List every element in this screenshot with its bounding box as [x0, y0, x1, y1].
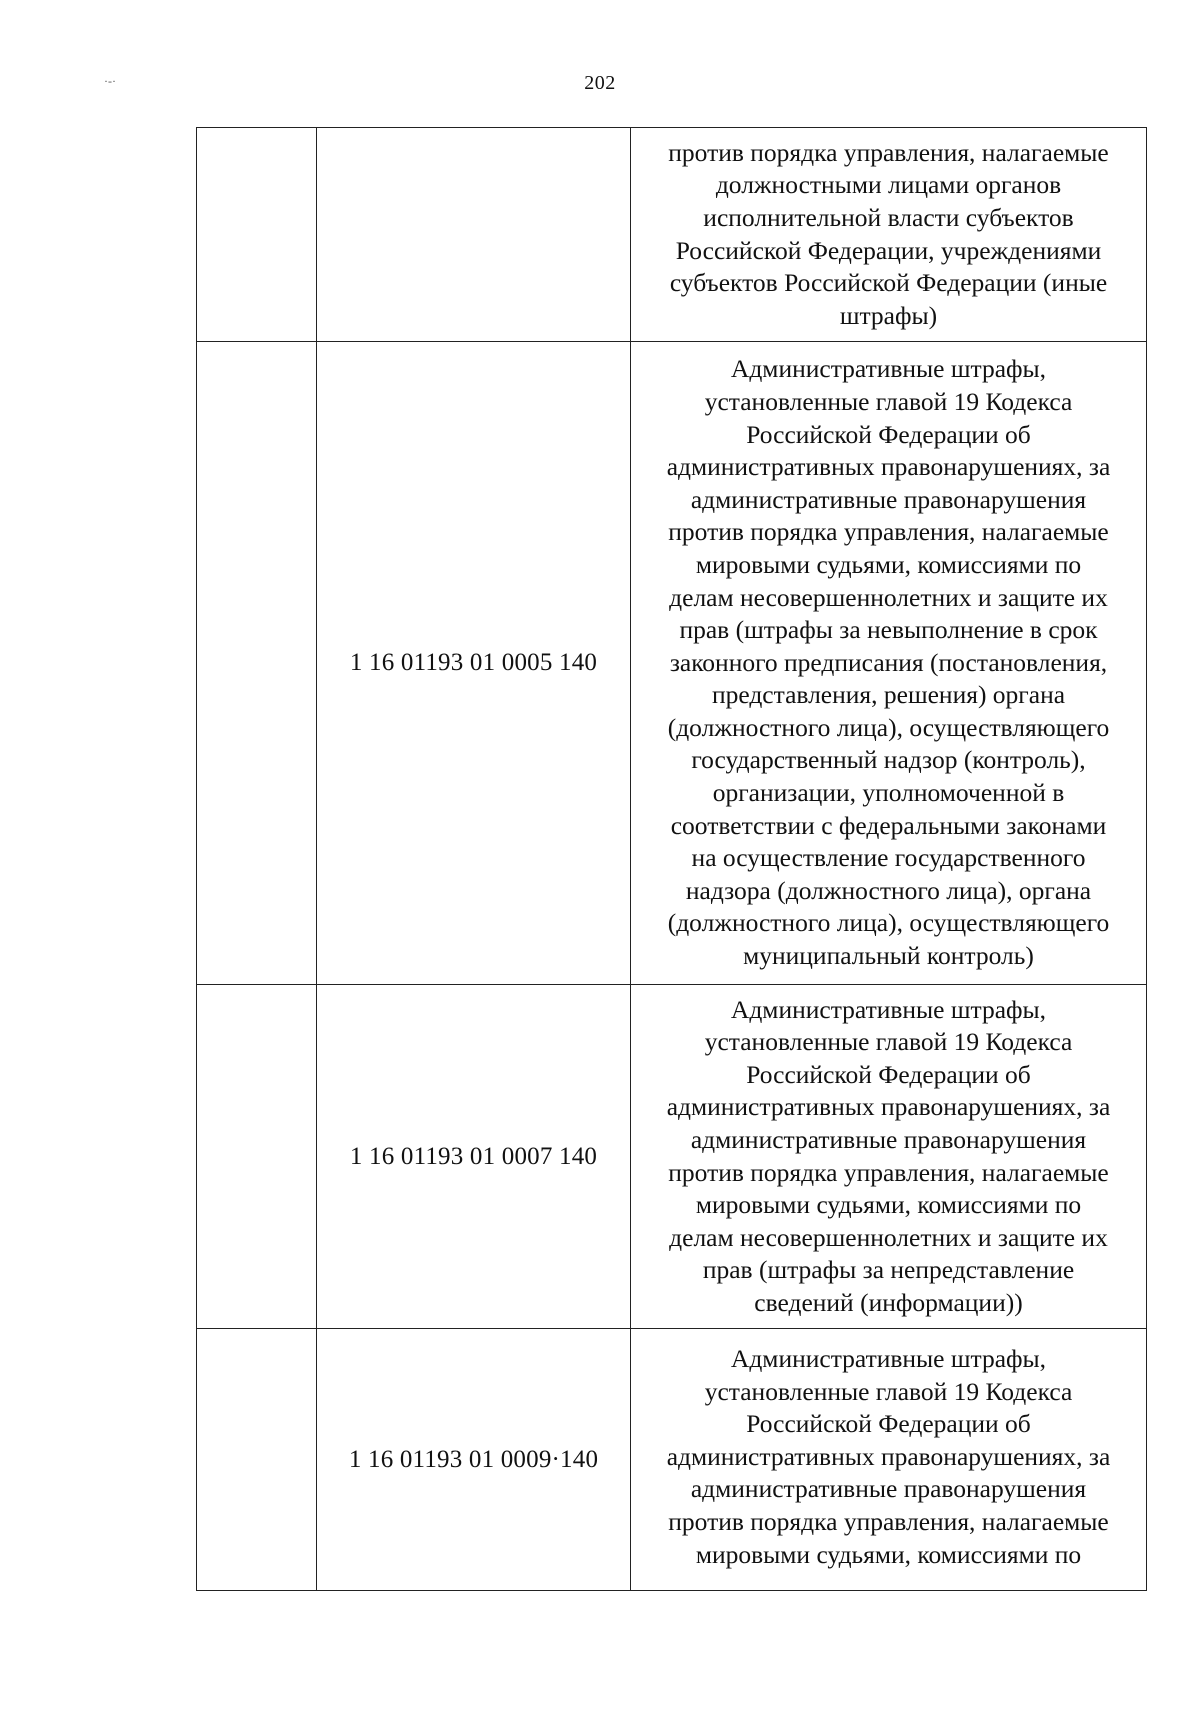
description-line: субъектов Российской Федерации (иные [669, 268, 1108, 298]
description-line: против порядка управления, налагаемые [668, 1157, 1109, 1187]
admin-code-cell [197, 128, 317, 342]
description-line: административные правонарушения [690, 1124, 1087, 1154]
description-line: исполнительной власти субъектов [703, 202, 1074, 232]
description-line: должностными лицами органов [715, 170, 1062, 200]
description-line: прав (штрафы за невыполнение в срок [679, 615, 1098, 645]
description-line: (должностного лица), осуществляющего [667, 712, 1110, 742]
description-line: Административные штрафы, [730, 1344, 1047, 1373]
description-line: законного предписания (постановления, [669, 647, 1108, 677]
description-line: организации, уполномоченной в [712, 778, 1065, 808]
description-cell [631, 1329, 1147, 1591]
description-line: против порядка управления, налагаемые [668, 517, 1109, 547]
description-line: делам несовершеннолетних и защите их [669, 582, 1108, 612]
budget-classification-table [196, 127, 1147, 1591]
scan-mark: ·‑· [104, 74, 116, 88]
description-line: установленные главой 19 Кодекса [704, 1376, 1073, 1406]
description-cell [631, 128, 1147, 342]
description-line: мировыми судьями, комиссиями по [695, 1539, 1082, 1569]
description-line: против порядка управления, налагаемые [668, 1506, 1109, 1536]
admin-code-cell [197, 1329, 317, 1591]
description-cell [631, 985, 1147, 1329]
table-row [197, 1329, 1147, 1591]
budget-code-cell [317, 128, 631, 342]
description-line: (должностного лица), осуществляющего [667, 908, 1110, 938]
budget-code-cell: 1 16 01193 01 0005 140 [317, 342, 631, 985]
admin-code-cell [197, 342, 317, 985]
description-line: Российской Федерации, учреждениями [675, 235, 1102, 265]
description-line: сведений (информации)) [754, 1287, 1023, 1317]
description-cell [631, 342, 1147, 985]
description-line: государственный надзор (контроль), [691, 745, 1086, 775]
table-row [197, 985, 1147, 1329]
table-row [197, 128, 1147, 342]
description-line: представления, решения) органа [711, 680, 1066, 710]
description-line: Административные штрафы, [730, 994, 1047, 1024]
description-line: административные правонарушения [690, 484, 1087, 514]
description-line: административные правонарушения [690, 1474, 1087, 1504]
description-line: административных правонарушениях, за [666, 452, 1111, 482]
description-line: штрафы) [839, 300, 938, 330]
description-line: на осуществление государственного [691, 843, 1086, 873]
description-line: Административные штрафы, [730, 354, 1047, 384]
description-line: административных правонарушениях, за [666, 1441, 1111, 1471]
description-line: установленные главой 19 Кодекса [704, 386, 1073, 416]
description-line: Российской Федерации об [746, 1059, 1031, 1089]
admin-code-cell [197, 985, 317, 1329]
description-line: мировыми судьями, комиссиями по [695, 1190, 1082, 1220]
page-number: 202 [584, 72, 616, 94]
description-line: против порядка управления, налагаемые [668, 137, 1109, 167]
description-line: соответствии с федеральными законами [670, 810, 1107, 840]
description-line: мировыми судьями, комиссиями по [695, 549, 1082, 579]
description-line: Российской Федерации об [746, 1409, 1031, 1439]
description-line: надзора (должностного лица), органа [685, 875, 1092, 905]
description-line: Российской Федерации об [746, 419, 1031, 449]
description-line: административных правонарушениях, за [666, 1092, 1111, 1122]
description-line: установленные главой 19 Кодекса [704, 1027, 1073, 1057]
budget-code-cell: 1 16 01193 01 0009·140 [317, 1329, 631, 1591]
budget-code-cell: 1 16 01193 01 0007 140 [317, 985, 631, 1329]
description-line: муниципальный контроль) [743, 941, 1034, 971]
table-row [197, 342, 1147, 985]
description-line: прав (штрафы за непредставление [702, 1255, 1075, 1285]
description-line: делам несовершеннолетних и защите их [669, 1222, 1108, 1252]
